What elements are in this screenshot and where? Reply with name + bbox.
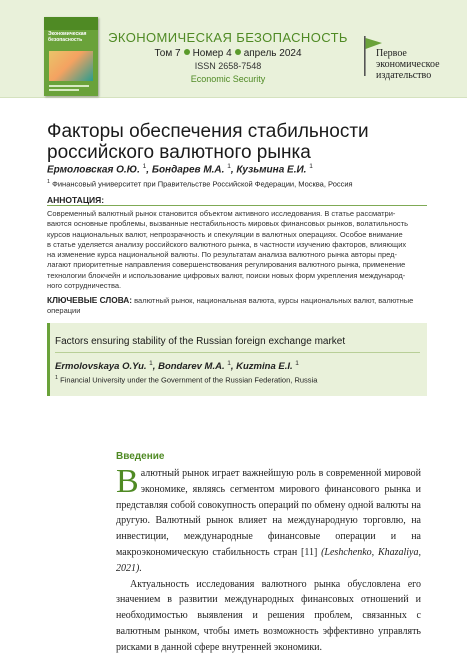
publisher-logo-text [376,48,466,81]
english-author-list: Ermolovskaya O.Yu. $^1$, Bondarev M.A. $^1$, Kuzmina E.I. $^1$ [55,360,299,373]
abstract-line: ваются основные проблемы, вызванные нестабильность мировых финансовых рынков, волатильность [47,219,408,229]
publisher-line: издательство [376,70,432,81]
author-affiliation-mark: 1 [149,360,153,367]
abstract-divider [47,205,427,206]
keywords-text: валютный рынок, национальная валюта, курсы национальных валют, валютные [132,296,414,305]
author-affiliation-mark: 1 [227,360,231,367]
author-name: Kuzmina E.I. [236,361,293,373]
issue-date: апрель 2024 [243,48,302,59]
abstract-line: Современный валютный рынок становится объектом активного исследования. В статье рассматри- [47,209,396,218]
separator-dot-icon [184,49,190,55]
citation: (Leshchenko, Khazaliya, 2021). [116,546,421,574]
issue-number: Номер 4 [192,48,232,59]
paragraph [116,463,421,577]
abstract-text [47,209,427,291]
abstract-label: АННОТАЦИЯ: [47,195,105,205]
author-affiliation-mark: 1 [295,360,299,367]
keywords-text: операции [47,306,81,316]
paragraph-text: алютный рынок играет важнейшую роль в современной мировой экономике, являясь сегментом мирового финансового рынка и представляя собой совокупность операций по обмену одной валюты на другую. Валютный рынок влияет на международную торговлю, на инвестиции, международные финансовые операции и на макроэкономическую стабильность стран [11] [116,468,421,558]
author-name: Бондарев М.А. [151,164,225,176]
author-name: Ермоловская О.Ю. [47,164,140,176]
abstract-line: лагают приоритетные направления совершенствования регулирования валютного рынка, применение [47,260,406,270]
abstract-line: технологии блокчейн и использование цифровых валют, поиски новых форм укрепления международ- [47,270,406,280]
cover-title: Экономическая безопасность [48,31,87,43]
author-affiliation-mark: 1 [309,163,313,170]
body-text [116,463,421,656]
cover-line [49,85,89,87]
journal-cover-image [44,17,98,96]
drop-cap: В [116,463,139,500]
affiliation [47,179,353,189]
publisher-line: Первое [376,48,407,59]
author-name: Кузьмина Е.И. [236,164,307,176]
affiliation-text: Financial University under the Government of the Russian Federation, Russia [60,375,318,385]
volume: Том 7 [154,48,181,59]
separator-dot-icon [235,49,241,55]
keywords [47,295,427,317]
author-name: Ermolovskaya O.Yu. [55,361,147,373]
english-divider [55,352,420,353]
cover-line [49,89,79,91]
author-list: Ермоловская О.Ю. $^1$, Бондарев М.А. $^1$, Кузьмина Е.И. $^1$ [47,163,313,176]
abstract-line: ного сотрудничества. [47,281,122,291]
abstract-line: в статье уделяется анализу российского валютного рынка, в частности изучению факторов, влияющих [47,239,407,249]
paragraph [116,577,421,656]
publisher-line: экономическое [376,59,440,70]
journal-title-en: Economic Security [190,74,266,84]
affiliation-mark: 1 [55,375,59,381]
english-affiliation [55,375,317,385]
author-name: Bondarev M.A. [158,361,225,373]
paragraph-text: Актуальность исследования валютного рынка обусловлена его значением в развитии международных финансовых отношений и необходимостью выявления и решения проблем, связанных с валютным рынком, чтобы иметь возможность эффективно управлять рисками в данной сфере внутренней экономики. [116,578,421,653]
author-affiliation-mark: 1 [142,163,147,170]
affiliation-mark: 1 [47,179,51,185]
issue-info [100,48,356,59]
title-line: Факторы обеспечения стабильности [47,121,369,142]
issn: ISSN 2658-7548 [194,61,262,71]
section-heading: Введение [116,451,165,462]
english-title: Factors ensuring stability of the Russian foreign exchange market [55,336,346,347]
cover-top-bar [44,17,98,30]
article-title [47,121,427,163]
journal-header [0,0,467,98]
cover-illustration [49,51,93,81]
author-affiliation-mark: 1 [227,163,231,170]
affiliation-text: Финансовый университет при Правительстве Российской Федерации, Москва, Россия [52,179,353,189]
keywords-label: КЛЮЧЕВЫЕ СЛОВА: [47,295,133,305]
journal-title: ЭКОНОМИЧЕСКАЯ БЕЗОПАСНОСТЬ [108,30,348,45]
abstract-line: курсов национальных валют, непрозрачность и спекуляции в валютных операциях. Особое внимание [47,229,403,239]
title-line: российского валютного рынка [47,142,311,163]
abstract-line: на изменение курса национальной валюты. По результатам анализа валютного рынка авторы пред- [47,250,397,260]
